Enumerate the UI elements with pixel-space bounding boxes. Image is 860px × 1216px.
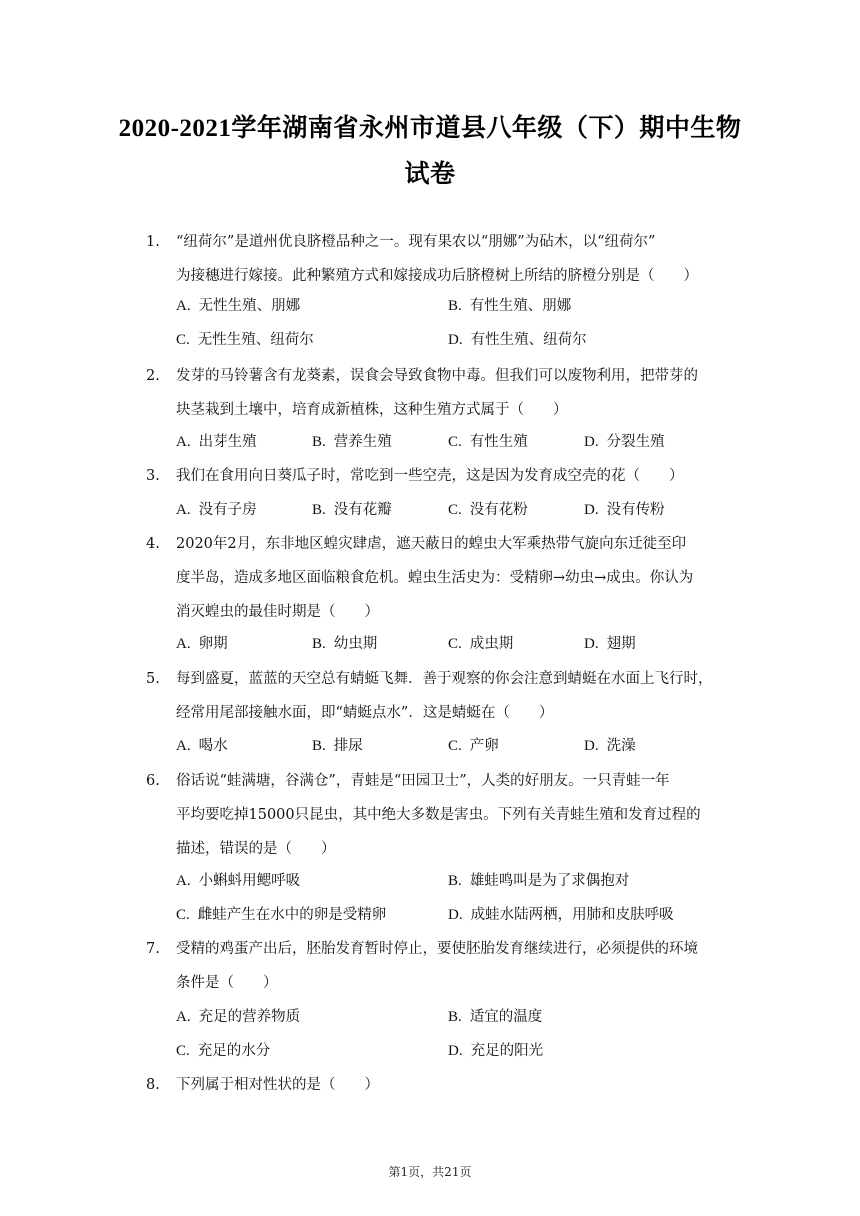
option-text: 没有花粉 [469,502,528,518]
option-letter: C. [176,907,190,923]
option-letter: B. [448,873,462,889]
option-text: 营养生殖 [333,434,392,450]
answer-option [176,330,314,350]
option-text: 排尿 [333,738,363,754]
option-text: 产卵 [469,738,499,754]
option-letter: A. [176,298,191,314]
answer-option [448,1007,542,1027]
answer-option [448,500,528,520]
option-text: 喝水 [198,738,228,754]
answer-option [176,905,386,925]
question-text-line: 度半岛，造成多地区面临粮食危机。蝗虫生活史为：受精卵→幼虫→成虫。你认为 [176,570,694,586]
option-letter: C. [448,636,462,652]
answer-option [448,871,629,891]
option-text: 成虫期 [469,636,514,652]
question-text-line: 受精的鸡蛋产出后，胚胎发育暂时停止，要使胚胎发育继续进行，必须提供的环境 [176,941,698,957]
answer-option [448,296,571,316]
option-text: 适宜的温度 [469,1009,543,1025]
answer-option [312,432,392,452]
option-letter: A. [176,873,191,889]
question-text-line: 描述，错误的是（ ） [176,841,336,857]
option-text: 雄蛙鸣叫是为了求偶抱对 [469,873,630,889]
answer-option [176,1007,300,1027]
option-text: 充足的水分 [197,1043,271,1059]
option-text: 没有花瓣 [333,502,392,518]
option-letter: B. [312,502,326,518]
answer-option [176,296,300,316]
answer-option [448,905,674,925]
answer-option [584,736,636,756]
option-text: 有性生殖、朋娜 [469,298,572,314]
question-number: 3. [146,468,160,484]
answer-option [176,871,300,891]
option-text: 雌蛙产生在水中的卵是受精卵 [197,907,387,923]
option-letter: B. [312,738,326,754]
option-letter: B. [312,434,326,450]
answer-option [176,500,257,520]
answer-option [448,634,513,654]
option-letter: D. [584,738,599,754]
question-text-line: 发芽的马铃薯含有龙葵素，误食会导致食物中毒。但我们可以废物利用，把带芽的 [176,368,698,384]
answer-option [312,736,363,756]
answer-option [176,432,257,452]
question-text-line: 为接穗进行嫁接。此种繁殖方式和嫁接成功后脐橙树上所结的脐橙分别是（ ） [176,268,698,284]
option-text: 无性生殖、朋娜 [198,298,301,314]
question-number: 6. [146,773,160,789]
answer-option [448,736,499,756]
option-letter: A. [176,636,191,652]
question-text-line: 经常用尾部接触水面，即“蜻蜓点水”．这是蜻蜓在（ ） [176,705,554,721]
answer-option [176,1041,270,1061]
option-letter: B. [312,636,326,652]
question-number: 5. [146,671,160,687]
answer-option [448,330,587,350]
question-text-line: 2020年2月，东非地区蝗灾肆虐，遮天蔽日的蝗虫大军乘热带气旋向东迁徙至印 [176,536,687,552]
option-letter: C. [448,502,462,518]
option-text: 无性生殖、纽荷尔 [197,332,314,348]
question-text-line: 每到盛夏，蓝蓝的天空总有蜻蜓飞舞．善于观察的你会注意到蜻蜓在水面上飞行时， [176,671,713,687]
question-text-line: 俗话说“蛙满塘，谷满仓”，青蛙是“田园卫士”，人类的好朋友。一只青蛙一年 [176,773,670,789]
answer-option [312,634,377,654]
option-letter: D. [584,434,599,450]
option-text: 出芽生殖 [198,434,257,450]
answer-option [584,634,636,654]
page-title-line1: 2020-2021学年湖南省永州市道县八年级（下）期中生物 [118,115,742,142]
option-text: 卵期 [198,636,228,652]
question-number: 1. [146,234,160,250]
option-letter: C. [448,738,462,754]
answer-option [176,736,228,756]
option-letter: B. [448,1009,462,1025]
question-text-line: 块茎栽到土壤中，培育成新植株，这种生殖方式属于（ ） [176,402,568,418]
question-text-line: 消灭蝗虫的最佳时期是（ ） [176,604,379,620]
option-letter: D. [448,907,463,923]
page-footer: 第1页，共21页 [388,1165,472,1179]
answer-option [584,500,665,520]
page-title-line2: 试卷 [404,161,456,188]
option-text: 没有传粉 [606,502,665,518]
question-text-line: 下列属于相对性状的是（ ） [176,1077,379,1093]
option-text: 有性生殖、纽荷尔 [470,332,587,348]
option-text: 充足的营养物质 [198,1009,301,1025]
option-letter: D. [584,502,599,518]
option-text: 分裂生殖 [606,434,665,450]
option-letter: C. [176,332,190,348]
question-text-line: “纽荷尔”是道州优良脐橙品种之一。现有果农以“朋娜”为砧木，以“纽荷尔” [176,234,656,250]
question-text-line: 条件是（ ） [176,975,278,991]
question-number: 8. [146,1077,160,1093]
option-text: 洗澡 [606,738,636,754]
option-letter: B. [448,298,462,314]
option-letter: D. [584,636,599,652]
option-letter: A. [176,738,191,754]
option-letter: C. [448,434,462,450]
option-letter: A. [176,1009,191,1025]
answer-option [312,500,392,520]
option-letter: D. [448,332,463,348]
question-number: 4. [146,536,160,552]
option-letter: C. [176,1043,190,1059]
answer-option [584,432,665,452]
answer-option [448,432,528,452]
question-text-line: 我们在食用向日葵瓜子时，常吃到一些空壳，这是因为发育成空壳的花（ ） [176,468,684,484]
option-text: 有性生殖 [469,434,528,450]
option-text: 翅期 [606,636,636,652]
question-number: 2. [146,368,160,384]
question-number: 7. [146,941,160,957]
answer-option [448,1041,543,1061]
question-text-line: 平均要吃掉15000只昆虫，其中绝大多数是害虫。下列有关青蛙生殖和发育过程的 [176,807,701,823]
option-text: 幼虫期 [333,636,378,652]
option-text: 充足的阳光 [470,1043,544,1059]
option-letter: A. [176,434,191,450]
answer-option [176,634,228,654]
option-letter: A. [176,502,191,518]
option-text: 成蛙水陆两栖，用肺和皮肤呼吸 [470,907,674,923]
option-letter: D. [448,1043,463,1059]
option-text: 小蝌蚪用鳃呼吸 [198,873,301,889]
option-text: 没有子房 [198,502,257,518]
